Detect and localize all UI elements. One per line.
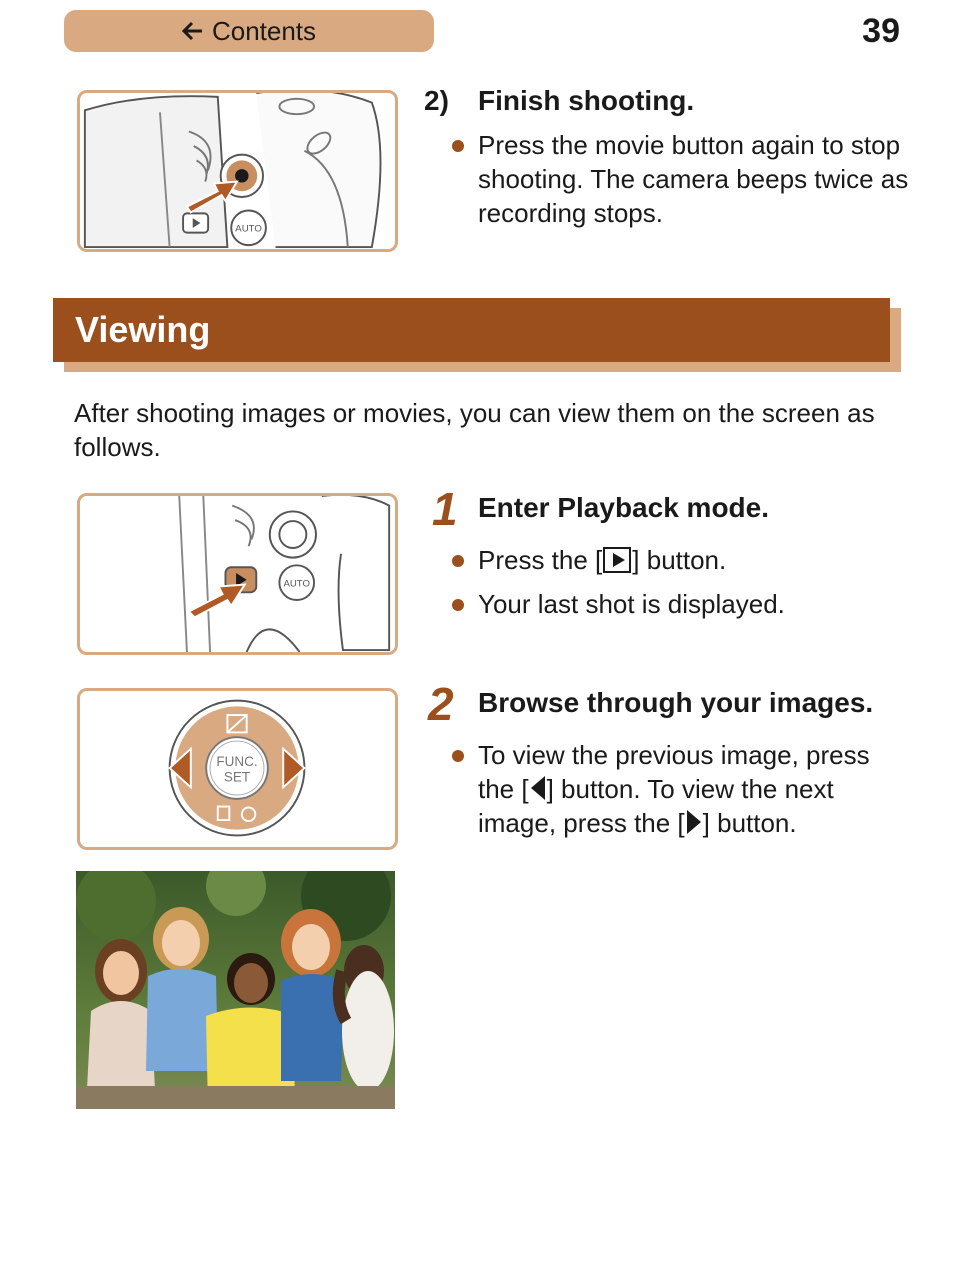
step-1-title: Enter Playback mode. [478,492,770,523]
movie-button-figure [77,90,398,252]
section-intro: After shooting images or movies, you can view them on the screen as follows. [74,398,875,462]
back-arrow-icon [182,20,204,42]
control-dial-illustration [80,691,395,847]
step-2-bullet-1: To view the previous image, press the [ ] button. To view the next image, press the [ ] button. [450,738,910,840]
step-1-number: 1 [432,483,458,535]
auto-label: AUTO [235,223,262,235]
play-icon [603,547,631,573]
step-1-bullet-2: Your last shot is displayed. [450,587,910,621]
playback-button-figure [77,493,398,655]
finish-step-number: 2) [424,85,449,116]
sample-photo [76,871,395,1109]
set-label: SET [223,769,251,785]
contents-button[interactable] [64,10,434,52]
children-and-dog-photo [76,871,395,1109]
left-arrow-icon [531,776,545,800]
control-dial-figure [77,688,398,850]
auto-label-2: AUTO [283,578,310,590]
right-arrow-icon [687,810,701,834]
step-1-bullets [450,543,910,631]
camera-back-illustration [80,93,395,249]
finish-step-title: Finish shooting. [478,85,695,116]
func-label: FUNC. [216,754,258,770]
step-2-bullets [450,738,910,850]
step-2-title: Browse through your images. [478,687,874,718]
page-number: 39 [862,12,900,50]
step-2-number: 2 [428,678,454,730]
section-title: Viewing [75,309,211,350]
contents-label: Contents [211,15,317,46]
finish-step-bullets [450,128,910,240]
step-1-bullet-1: Press the [ ] button. [450,543,910,577]
camera-playback-illustration [80,496,395,652]
finish-step-bullet: Press the movie button again to stop shooting. The camera beeps twice as recording stops. [450,128,910,230]
